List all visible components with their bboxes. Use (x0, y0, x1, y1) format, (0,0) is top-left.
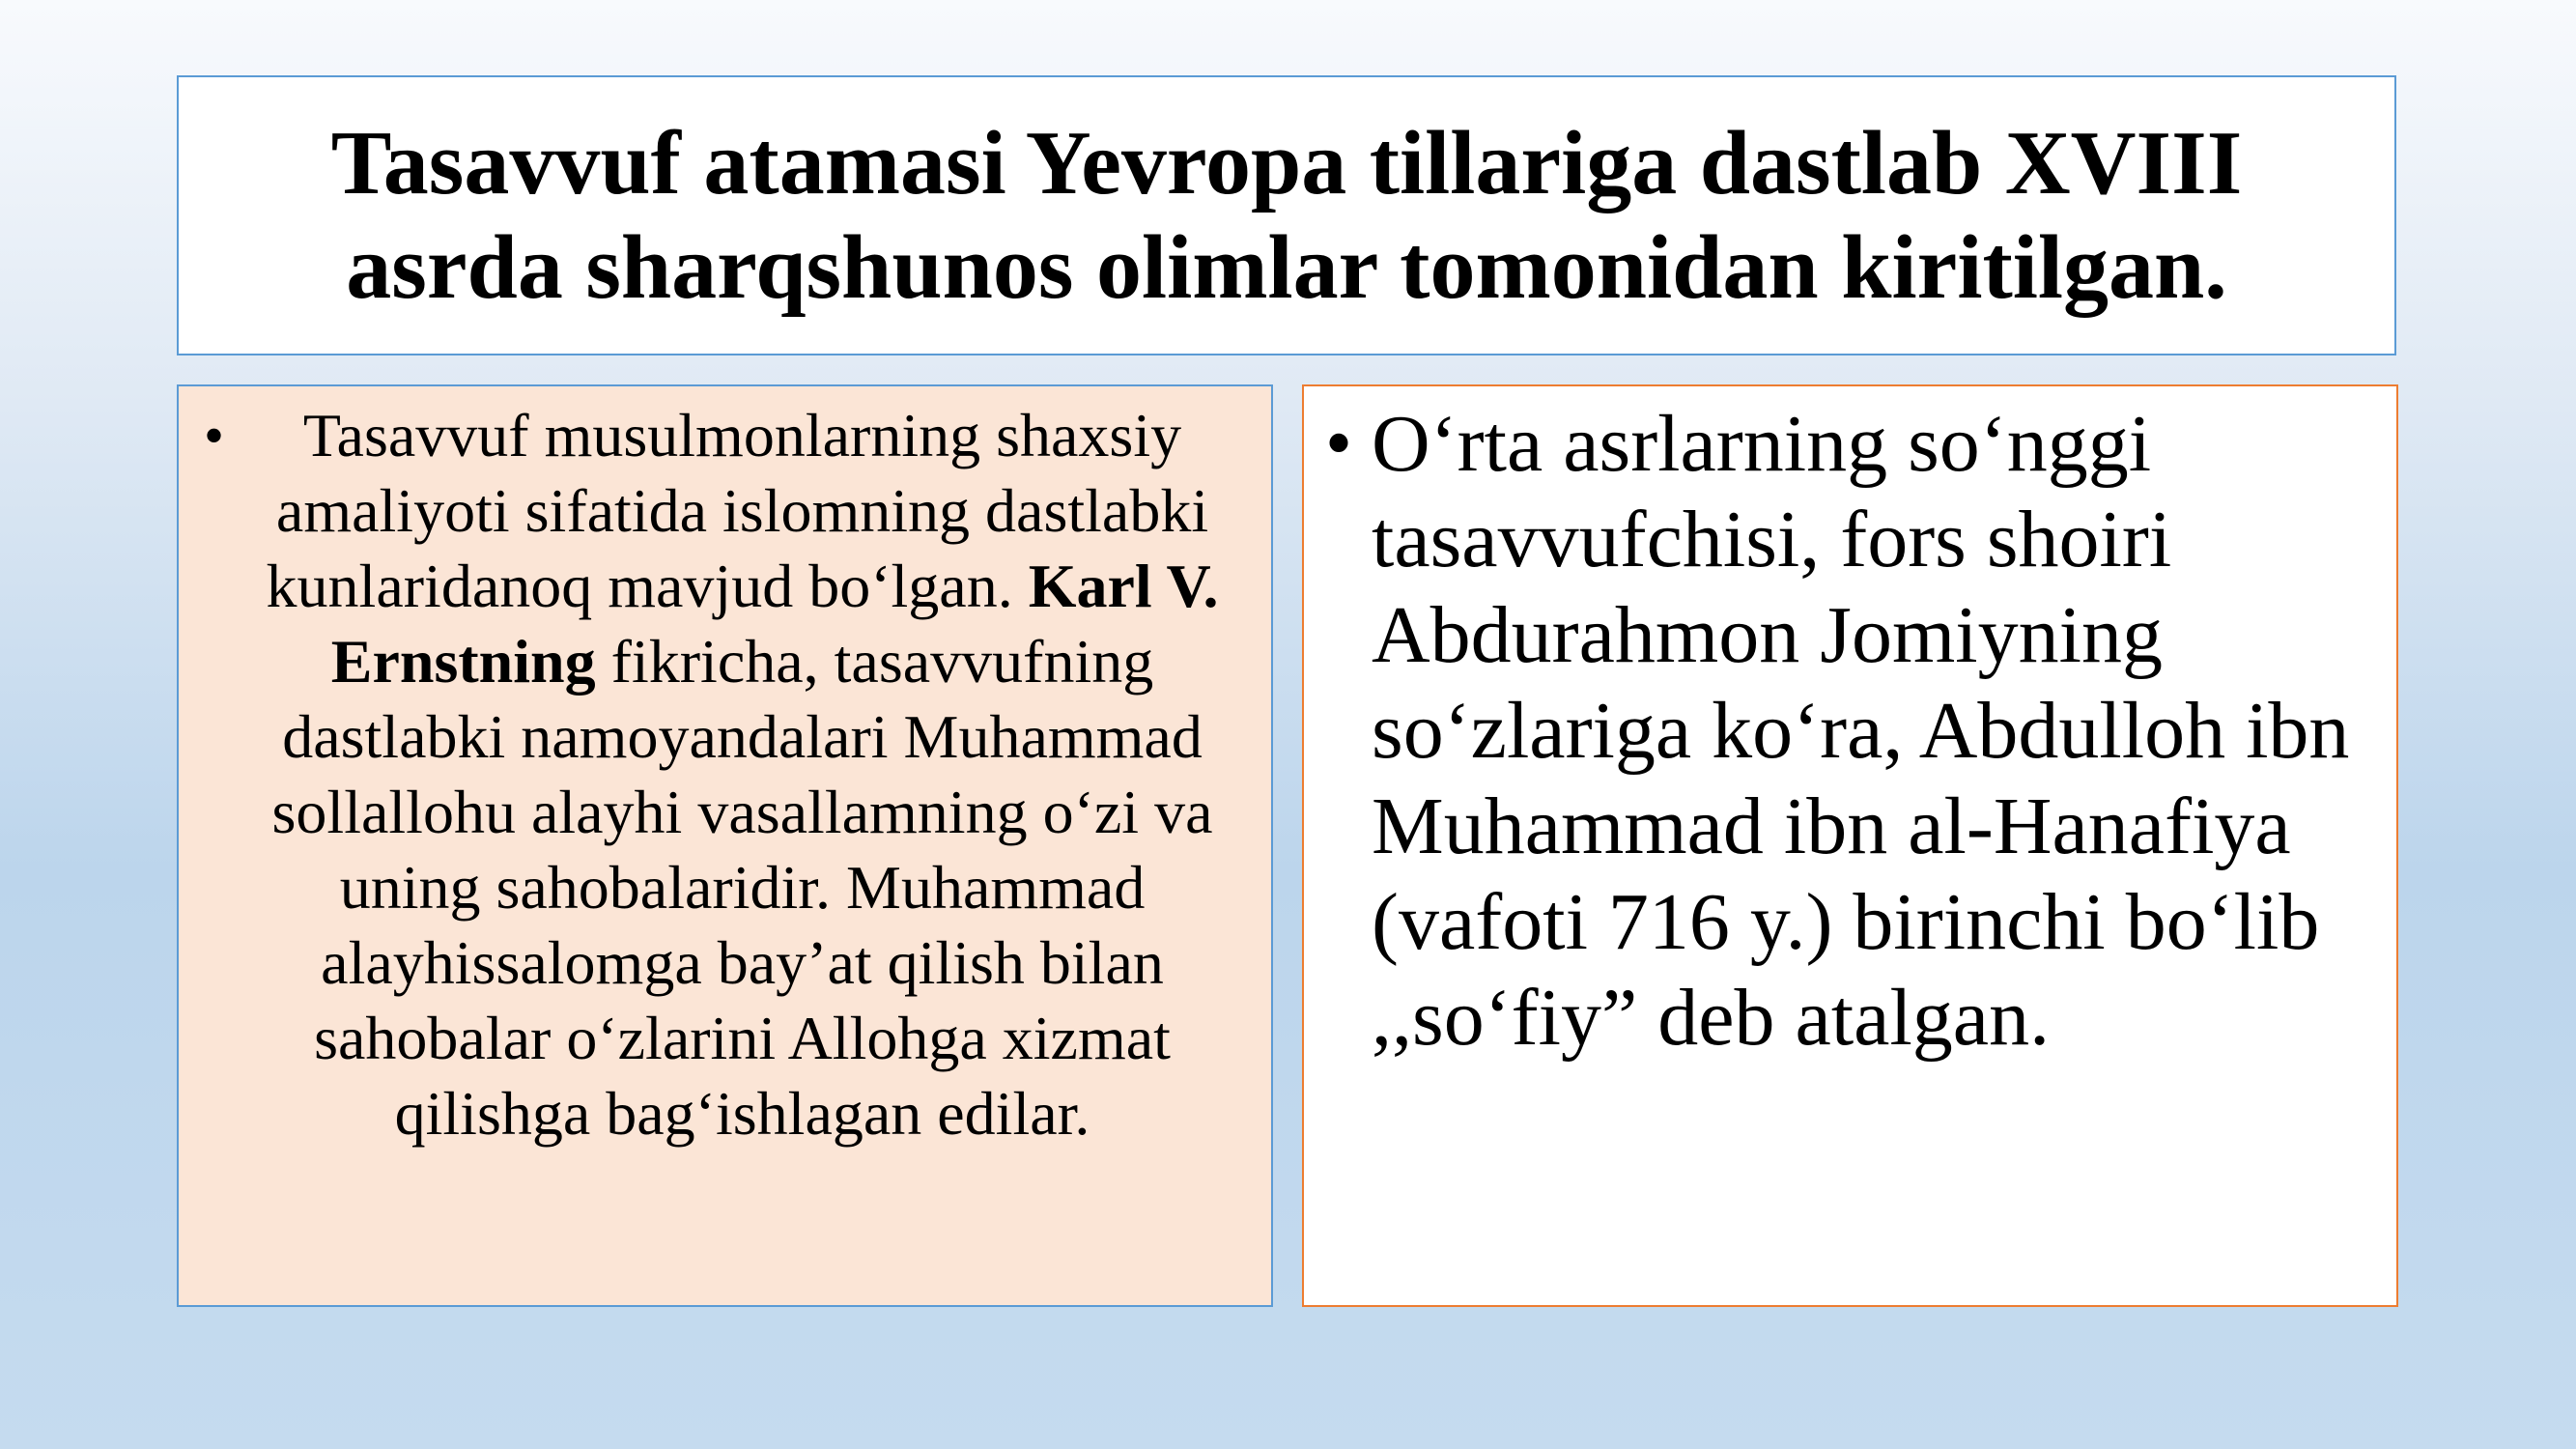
left-text-intro: Tasavvuf musulmonlarning shaxsiy amaliyoti sifatida islomning dastlabki kunlaridanoq mavjud bo‘lgan. (266, 401, 1209, 620)
bullet-icon: • (204, 404, 225, 468)
left-bullet-item (204, 398, 1246, 1151)
bullet-icon: • (1325, 401, 1353, 486)
slide-title: Tasavvuf atamasi Yevropa tillariga dastlab XVIII asrda sharqshunos olimlar tomonidan kiritilgan. (330, 113, 2243, 318)
right-content-panel (1302, 384, 2398, 1307)
left-content-panel (177, 384, 1273, 1307)
left-bullet-text (239, 398, 1246, 1151)
title-box (177, 75, 2396, 355)
left-text-rest: fikricha, tasavvufning dastlabki namoyandalari Muhammad sollallohu alayhi vasallamning o‘zi va uning sahobalaridir. Muhammad alayhissalomga bay’at qilish bilan sahobalar o‘zlarini Allohga xizmat qilishga bag‘ishlagan edilar. (271, 627, 1213, 1148)
right-bullet-text: O‘rta asrlarning so‘nggi tasavvufchisi, fors shoiri Abdurahmon Jomiyning so‘zlariga ko‘ra, Abdulloh ibn Muhammad ibn al-Hanafiya (vafoti 716 y.) birinchi bo‘lib ,,so‘fiy” deb atalgan. (1372, 399, 2350, 1063)
left-text-bold-author: Karl V. Ernstning (330, 552, 1219, 696)
right-bullet-item (1325, 396, 2358, 1065)
